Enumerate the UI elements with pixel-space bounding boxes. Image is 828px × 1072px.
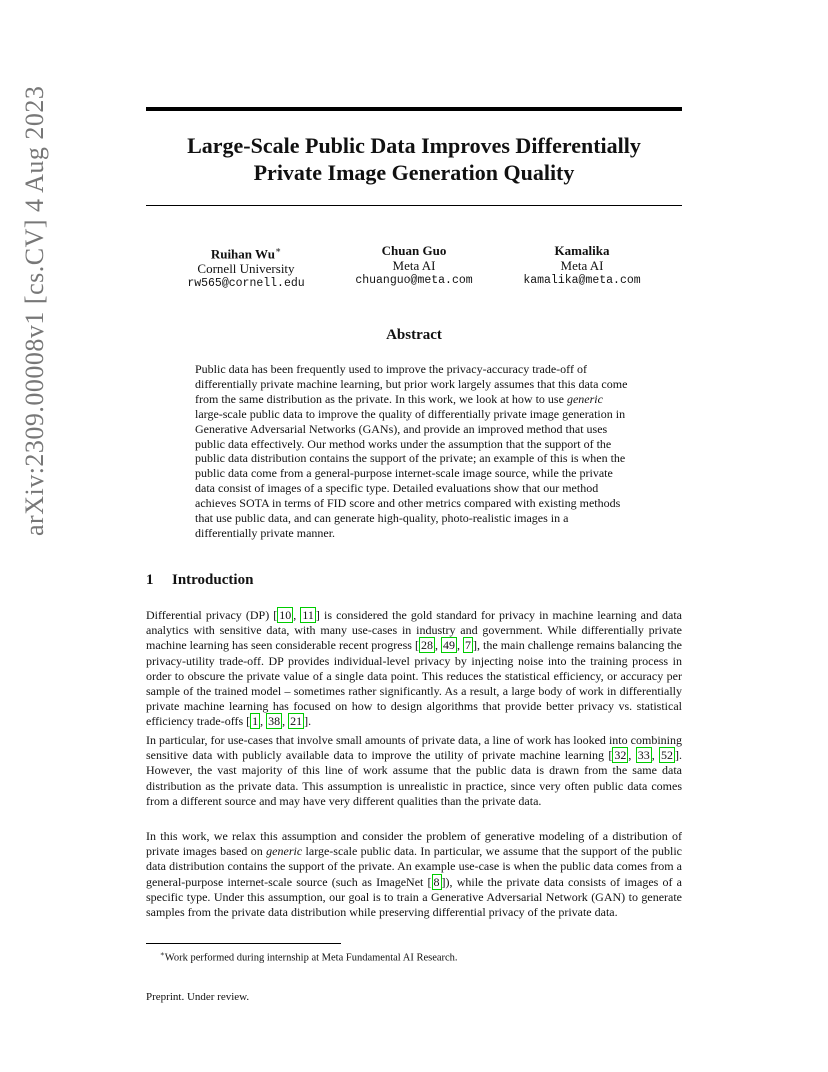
citation-link[interactable]: 11 xyxy=(302,608,314,622)
author-name: Ruihan Wu xyxy=(210,246,276,262)
intro-paragraph-3: In this work, we relax this assumption and consider the problem of generative modeling of a distribution of private images based on generic large-scale public data. In particular, we assume that the support of the public data distribution contains the support of the private. An example use-case is when the public data comes from a general-purpose internet-scale source (such as ImageNet [ 8 ]), while the private data consists of images of a specific type. Under this assumption, our goal is to train a Generative Adversarial Network (GAN) to generate samples from the private data distribution while preserving differential privacy of the private data. xyxy=(146,829,682,920)
author-name: Kamalika xyxy=(554,243,610,258)
title-bottom-rule xyxy=(146,205,682,206)
section-title: Introduction xyxy=(172,572,254,588)
footnote-text: Work performed during internship at Meta Fundamental AI Research. xyxy=(164,952,458,964)
author-3 xyxy=(482,243,682,288)
author-email[interactable]: kamalika@meta.com xyxy=(523,274,641,287)
footnote xyxy=(160,948,458,965)
citation-link[interactable]: 21 xyxy=(290,714,303,729)
citation-link[interactable]: 52 xyxy=(661,748,674,763)
citation-link[interactable]: 33 xyxy=(637,748,650,763)
author-block xyxy=(146,243,682,293)
arxiv-identifier-stamp: arXiv:2309.00008v1 [cs.CV] 4 Aug 2023 xyxy=(20,85,49,536)
title-line-1: Large-Scale Public Data Improves Differentially xyxy=(187,133,641,158)
section-heading-introduction xyxy=(146,572,253,589)
title-line-2: Private Image Generation Quality xyxy=(253,160,575,185)
title-top-rule xyxy=(146,107,682,111)
citation-link[interactable]: 28 xyxy=(420,638,433,653)
section-number: 1 xyxy=(146,572,154,588)
citation-link[interactable]: 32 xyxy=(614,748,627,763)
author-affiliation: Meta AI xyxy=(560,258,604,273)
citation-link[interactable]: 38 xyxy=(268,714,281,729)
abstract-text: Public data has been frequently used to improve the privacy-accuracy trade-off of differentially private machine learning, but prior work largely assumes that this data come from the same distribution as the private. In this work, we look at how to use generic large-scale public data to improve the quality of differentially private image generation in Generative Adversarial Networks (GANs), and provide an improved method that uses public data effectively. Our method works under the assumption that the support of the public data distribution contains the support of the private; an example of this is when the public data come from a general-purpose internet-scale image source, while the private data consist of images of a specific type. Detailed evaluations show that our method achieves SOTA in terms of FID score and other metrics compared with existing methods that use public data, and can generate high-quality, photo-realistic images in a differentially private manner. xyxy=(195,362,628,540)
paper-title xyxy=(146,132,682,186)
footnote-rule xyxy=(146,943,341,944)
intro-paragraph-2: In particular, for use-cases that involve small amounts of private data, a line of work has looked into combining sensitive data with publicly available data to improve the utility of private machine learning [ 32 , 33 , 52 ]. However, the vast majority of this line of work assume that the public data is drawn from the same data distribution as the private data. This assumption is unrealistic in practice, since very often public data comes from a different source and may have very different qualities than the private data. xyxy=(146,733,683,808)
author-email[interactable]: rw565@cornell.edu xyxy=(187,277,305,291)
citation-link[interactable]: 8 xyxy=(433,874,440,889)
footnote-marker: ∗ xyxy=(275,245,282,255)
author-affiliation: Meta AI xyxy=(392,258,436,273)
abstract-heading: Abstract xyxy=(386,327,442,343)
author-name: Chuan Guo xyxy=(381,243,447,258)
citation-link[interactable]: 10 xyxy=(279,608,292,622)
citation-link[interactable]: 49 xyxy=(443,638,455,653)
citation-link[interactable]: 1 xyxy=(252,714,259,729)
preprint-note: Preprint. Under review. xyxy=(146,991,250,1003)
author-email[interactable]: chuanguo@meta.com xyxy=(355,274,473,287)
intro-paragraph-1: Differential privacy (DP) [ 10 , 11 ] is considered the gold standard for privacy in machine learning and data analytics with sensitive data, with many use-cases in industry and government. While differentially private machine learning has seen considerable recent progress [ 28 , 49 , 7 ], the main challenge remains balancing the privacy-utility trade-off. DP provides individual-level privacy by injecting noise into the training process in order to obscure the private value of a single data point. This reduces the statistical efficiency, or accuracy per sample of the trained model – sometimes rather significantly. As a result, a large body of work in differentially private machine learning has focused on how to design algorithms that provide better privacy vs. statistical efficiency trade-offs [ 1 , 38 , 21 ]. xyxy=(146,608,683,729)
author-affiliation: Cornell University xyxy=(197,261,295,277)
citation-link[interactable]: 7 xyxy=(465,638,472,653)
footnote-marker: ∗ xyxy=(160,950,165,958)
